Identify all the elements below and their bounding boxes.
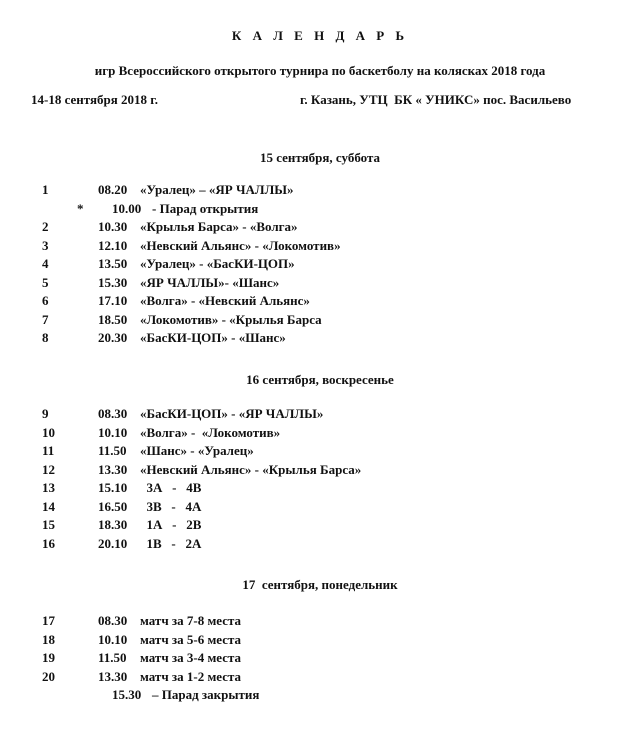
game-row: [0, 442, 640, 460]
game-number: 20: [42, 668, 55, 684]
game-time: 13.30: [98, 461, 128, 477]
game-row: [0, 686, 640, 704]
game-match: «Уралец» – «ЯР ЧАЛЛЫ»: [140, 182, 294, 197]
game-time: 20.10: [98, 535, 128, 551]
game-time: 11.50: [98, 650, 127, 665]
game-match: «ЯР ЧАЛЛЫ»- «Шанс»: [140, 274, 280, 290]
day-heading: 15 сентября, суббота: [259, 150, 381, 165]
game-match: «БасКИ-ЦОП» - «Шанс»: [140, 330, 286, 345]
game-number: 10: [42, 424, 55, 440]
game-match: – Парад закрытия: [152, 687, 260, 702]
game-row: [0, 181, 640, 199]
game-number: 15: [42, 517, 55, 532]
game-time: 08.30: [98, 406, 128, 421]
game-time: 16.50: [98, 498, 128, 514]
game-match: «Волга» - «Локомотив»: [140, 424, 281, 440]
game-match: 3В - 4А: [140, 498, 202, 514]
game-number: 7: [42, 311, 49, 327]
game-row: [0, 292, 640, 310]
game-time: 13.30: [98, 668, 128, 684]
game-row: [0, 516, 640, 534]
game-time: 10.00: [112, 200, 142, 216]
game-time: 17.10: [98, 293, 128, 308]
game-match: 1В - 2А: [140, 535, 202, 551]
game-number: 9: [42, 406, 49, 421]
game-match: матч за 3-4 места: [140, 650, 242, 665]
page-subtitle: игр Всероссийского открытого турнира по баскетболу на колясках 2018 года: [94, 63, 546, 78]
game-row: [0, 649, 640, 667]
game-number: 4: [42, 256, 49, 271]
game-number: *: [77, 200, 84, 216]
game-row: [0, 479, 640, 497]
page-title: К А Л Е Н Д А Р Ь: [231, 28, 409, 43]
tournament-dates: 14-18 сентября 2018 г.: [31, 92, 158, 107]
game-match: «Локомотив» - «Крылья Барса: [140, 311, 322, 327]
game-number: 12: [42, 461, 55, 477]
game-time: 11.50: [98, 443, 127, 458]
game-time: 08.30: [98, 613, 128, 628]
game-match: - Парад открытия: [152, 200, 259, 216]
game-time: 15.10: [98, 480, 128, 495]
day-heading: 16 сентября, воскресенье: [246, 372, 394, 387]
game-match: «Крылья Барса» - «Волга»: [140, 219, 298, 234]
game-number: 6: [42, 293, 49, 308]
game-row: [0, 612, 640, 630]
game-number: 17: [42, 613, 55, 628]
game-row: [0, 237, 640, 255]
game-row: [0, 668, 640, 686]
game-match: «Шанс» - «Уралец»: [140, 443, 254, 458]
game-time: 15.30: [112, 687, 142, 702]
game-number: 14: [42, 498, 55, 514]
game-time: 13.50: [98, 256, 128, 271]
game-match: «Невский Альянс» - «Локомотив»: [140, 237, 341, 253]
tournament-venue: г. Казань, УТЦ БК « УНИКС» пос. Васильево: [300, 92, 572, 107]
game-match: матч за 7-8 места: [140, 613, 242, 628]
game-number: 18: [42, 631, 55, 647]
game-row: [0, 218, 640, 236]
game-match: «Невский Альянс» - «Крылья Барса»: [140, 461, 362, 477]
game-row: [0, 405, 640, 423]
game-time: 10.30: [98, 219, 128, 234]
game-match: «БасКИ-ЦОП» - «ЯР ЧАЛЛЫ»: [140, 406, 324, 421]
game-row: [0, 255, 640, 273]
game-row: [0, 424, 640, 442]
game-number: 8: [42, 330, 49, 345]
game-match: «Уралец» - «БасКИ-ЦОП»: [140, 256, 295, 271]
game-match: 1А - 2В: [140, 517, 202, 532]
game-row: [0, 631, 640, 649]
day-heading: 17 сентября, понедельник: [242, 577, 398, 592]
game-time: 10.10: [98, 631, 128, 647]
game-number: 11: [42, 443, 55, 458]
game-time: 08.20: [98, 182, 128, 197]
game-match: матч за 1-2 места: [140, 668, 242, 684]
game-time: 12.10: [98, 237, 128, 253]
game-row: [0, 311, 640, 329]
game-time: 18.50: [98, 311, 128, 327]
game-row: [0, 461, 640, 479]
game-time: 15.30: [98, 274, 128, 290]
game-row: [0, 200, 640, 218]
game-row: [0, 498, 640, 516]
game-row: [0, 329, 640, 347]
game-row: [0, 535, 640, 553]
game-time: 10.10: [98, 424, 128, 440]
game-time: 20.30: [98, 330, 128, 345]
game-row: [0, 274, 640, 292]
game-number: 1: [42, 182, 49, 197]
game-number: 19: [42, 650, 55, 665]
game-match: 3А - 4В: [140, 480, 202, 495]
game-time: 18.30: [98, 517, 128, 532]
game-number: 16: [42, 535, 55, 551]
game-number: 3: [42, 237, 49, 253]
game-number: 13: [42, 480, 55, 495]
game-match: матч за 5-6 места: [140, 631, 242, 647]
game-match: «Волга» - «Невский Альянс»: [140, 293, 310, 308]
game-number: 5: [42, 274, 49, 290]
game-number: 2: [42, 219, 49, 234]
